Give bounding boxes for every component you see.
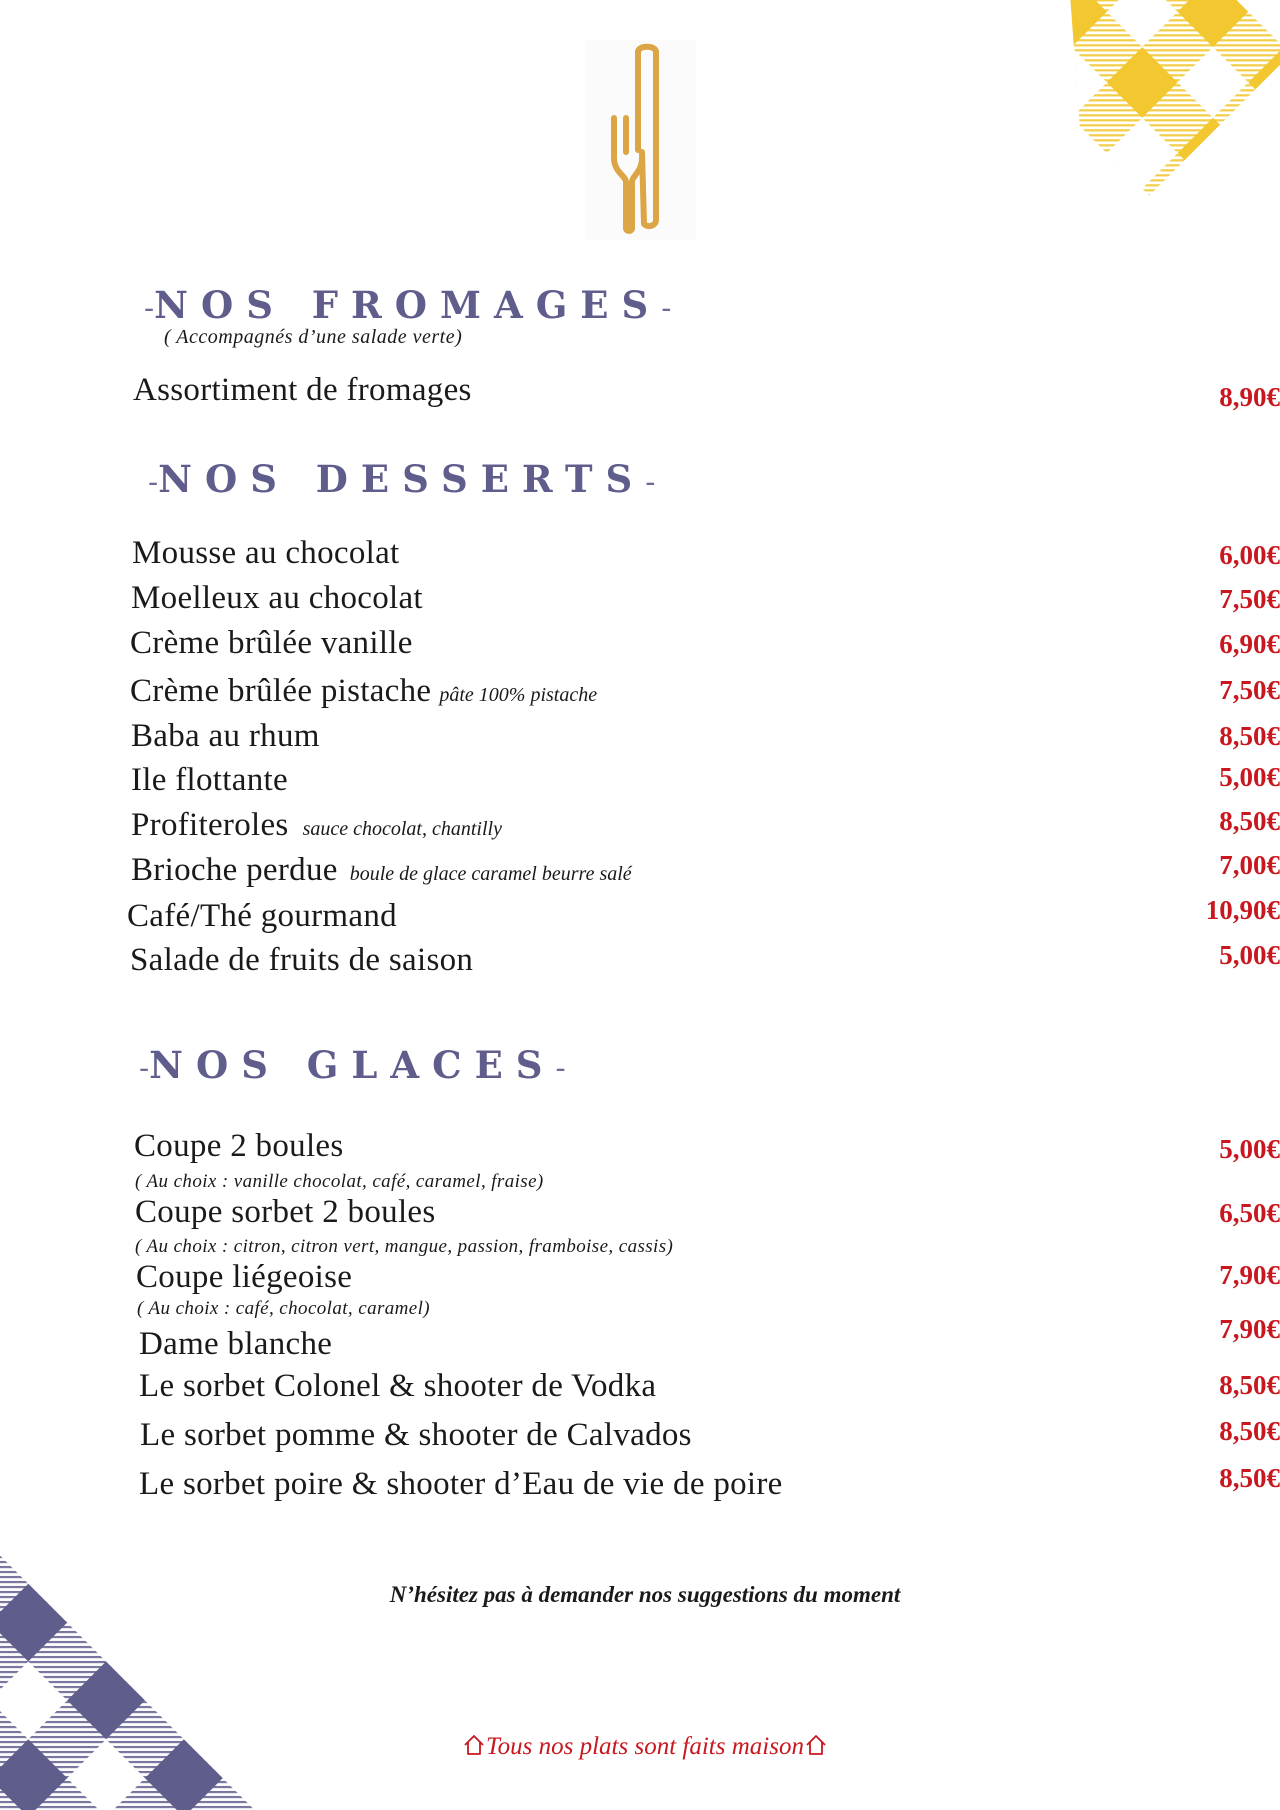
section-title-glaces: -NOS GLACES-: [139, 1043, 566, 1087]
gingham-decoration-top: [920, 0, 1280, 290]
menu-item-price: 5,00€: [1219, 762, 1280, 792]
menu-item-name: Assortiment de fromages: [133, 372, 472, 408]
menu-item-price: 8,50€: [1219, 721, 1280, 751]
menu-item-price: 10,90€: [1205, 895, 1280, 925]
menu-item-price: 5,00€: [1219, 940, 1280, 970]
menu-item-name: Moelleux au chocolat: [131, 580, 423, 616]
section-title-desserts: -NOS DESSERTS-: [148, 457, 656, 501]
menu-item-price: 8,50€: [1219, 1463, 1280, 1493]
footer-homemade: [0, 1733, 1280, 1761]
menu-item-name: Le sorbet pomme & shooter de Calvados: [140, 1417, 692, 1453]
suggestion-note: N’hésitez pas à demander nos suggestions du moment: [389, 1582, 901, 1607]
menu-item-price: 8,90€: [1219, 382, 1280, 412]
menu-item-price: 8,50€: [1219, 806, 1280, 836]
menu-item-price: 7,50€: [1219, 675, 1280, 705]
menu-item-name: Le sorbet poire & shooter d’Eau de vie de poire: [139, 1466, 783, 1502]
menu-item-name: Dame blanche: [139, 1326, 333, 1362]
house-icon: [462, 1733, 486, 1757]
house-icon: [804, 1733, 828, 1757]
menu-item-name: Mousse au chocolat: [132, 535, 400, 571]
menu-item-name: Baba au rhum: [131, 718, 320, 754]
menu-item-note: ( Au choix : café, chocolat, caramel): [137, 1298, 431, 1319]
menu-item-price: 5,00€: [1219, 1134, 1280, 1164]
menu-item-name: Le sorbet Colonel & shooter de Vodka: [139, 1368, 657, 1404]
menu-item-price: 6,90€: [1219, 629, 1280, 659]
menu-item-price: 7,00€: [1219, 850, 1280, 880]
menu-item-name: Salade de fruits de saison: [130, 942, 474, 978]
menu-item-note: sauce chocolat, chantilly: [302, 818, 502, 840]
menu-item-name: Coupe 2 boules: [134, 1128, 344, 1164]
menu-item-price: 6,00€: [1219, 540, 1280, 570]
menu-item-price: 7,50€: [1219, 584, 1280, 614]
menu-item-note: boule de glace caramel beurre salé: [349, 863, 632, 885]
gingham-decoration-bottom: [0, 1510, 300, 1810]
menu-item-price: 8,50€: [1219, 1416, 1280, 1446]
menu-item-name: Crème brûlée pistache: [130, 673, 432, 709]
menu-item-name: Ile flottante: [131, 762, 288, 798]
menu-item-name: Coupe sorbet 2 boules: [135, 1194, 436, 1230]
menu-item-price: 7,90€: [1219, 1260, 1280, 1290]
menu-item-note: pâte 100% pistache: [439, 684, 598, 706]
menu-item-name: Coupe liégeoise: [136, 1259, 353, 1295]
menu-item-price: 6,50€: [1219, 1198, 1280, 1228]
section-subtitle-fromages: ( Accompagnés d’une salade verte): [164, 326, 463, 348]
menu-item-name: Profiteroles: [131, 807, 289, 843]
footer-text: Tous nos plats sont faits maison: [486, 1733, 804, 1760]
fork-knife-icon: [586, 40, 696, 240]
section-title-fromages: -NOS FROMAGES-: [144, 283, 672, 327]
menu-item-name: Café/Thé gourmand: [127, 898, 397, 934]
menu-item-price: 8,50€: [1219, 1370, 1280, 1400]
menu-item-note: ( Au choix : vanille chocolat, café, caramel, fraise): [135, 1171, 544, 1192]
menu-item-name: Crème brûlée vanille: [130, 625, 413, 661]
menu-item-name: Brioche perdue: [131, 852, 338, 888]
menu-item-price: 7,90€: [1219, 1314, 1280, 1344]
menu-item-note: ( Au choix : citron, citron vert, mangue, passion, framboise, cassis): [135, 1236, 674, 1257]
